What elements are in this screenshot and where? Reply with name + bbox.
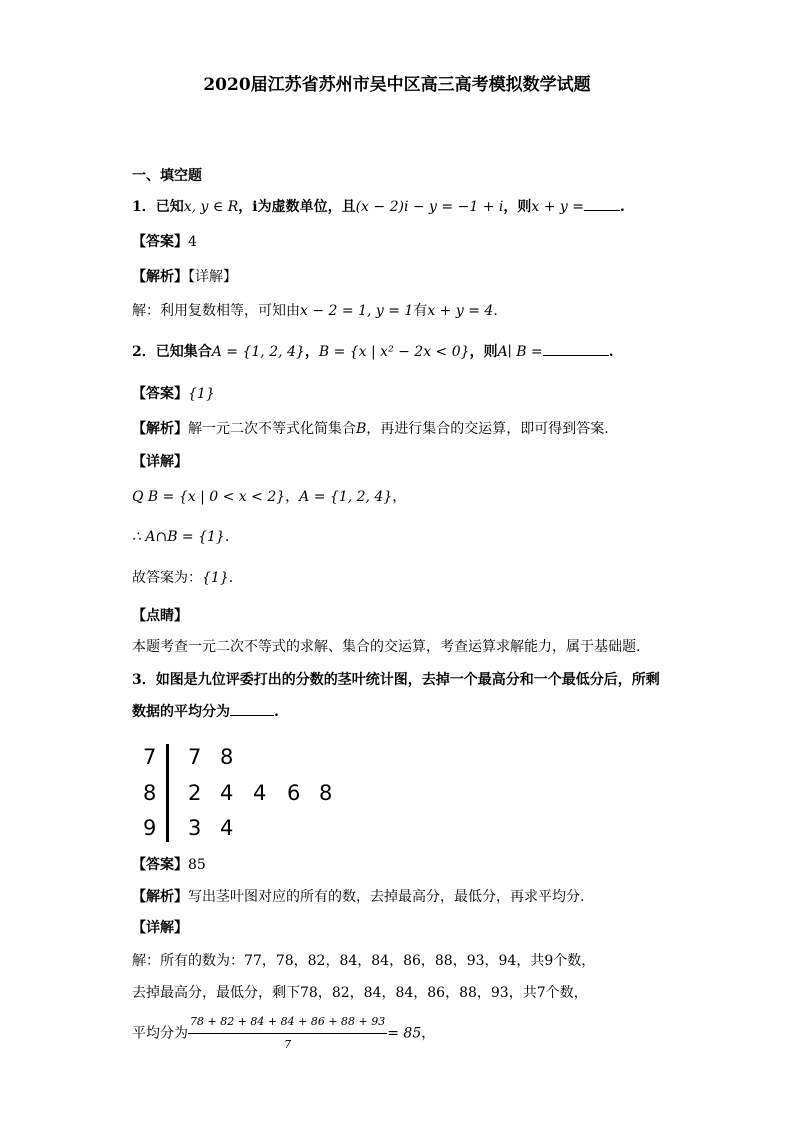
stem-9: 9 bbox=[143, 816, 157, 840]
q2-comment-text: 本题考查一元二次不等式的求解、集合的交运算，考查运算求解能力，属于基础题. bbox=[132, 639, 641, 655]
q1-solution-text-2: 有 bbox=[413, 303, 428, 319]
fraction-denominator: 7 bbox=[284, 1038, 292, 1051]
leaf: 7 bbox=[188, 745, 202, 769]
q2-final-text-2: . bbox=[228, 570, 234, 586]
q1-text-4: . bbox=[619, 199, 625, 215]
stem-7: 7 bbox=[143, 745, 157, 769]
leaf: 4 bbox=[253, 781, 267, 805]
section-heading: 一、填空题 bbox=[132, 168, 202, 184]
leaf: 4 bbox=[220, 781, 234, 805]
q1-solution bbox=[132, 301, 498, 321]
question-3 bbox=[132, 670, 660, 690]
q2-answer-value: {1} bbox=[188, 386, 215, 402]
q1-text-3: ，则 bbox=[503, 199, 532, 215]
leaf: 4 bbox=[220, 816, 234, 840]
q2-math-2: B = {x | x² − 2x < 0} bbox=[318, 344, 470, 360]
q2-detail bbox=[132, 452, 188, 472]
stem-8: 8 bbox=[143, 781, 157, 805]
q2-analysis-text-2: ，再进行集合的交运算，即可得到答案. bbox=[366, 421, 609, 437]
average-fraction bbox=[188, 1012, 387, 1055]
stem-divider bbox=[166, 744, 169, 842]
q3-step-2: 去掉最高分，最低分，剩下78，82，84，84，86，88，93，共7个数， bbox=[132, 985, 588, 1001]
q1-math-3: x + y = bbox=[531, 199, 584, 215]
q2-final-text-1: 故答案为： bbox=[132, 570, 202, 586]
q2-step-1 bbox=[132, 487, 406, 507]
q1-math-2: (x − 2)i − y = −1 + i bbox=[355, 199, 504, 215]
q1-number: 1． bbox=[132, 199, 156, 215]
q3-analysis-text: 写出茎叶图对应的所有的数，去掉最高分，最低分，再求平均分. bbox=[188, 889, 585, 905]
q3-number: 3． bbox=[132, 672, 156, 688]
q2-analysis bbox=[132, 419, 609, 439]
detail-tag: 【详解】 bbox=[132, 454, 188, 470]
q2-step1-math-1: Q B = {x | 0 < x < 2} bbox=[132, 489, 286, 505]
q3-step3-text: 平均分为 bbox=[132, 1025, 188, 1042]
analysis-tag: 【解析】 bbox=[132, 889, 188, 905]
answer-tag: 【答案】 bbox=[132, 386, 188, 402]
analysis-tag: 【解析】 bbox=[132, 421, 188, 437]
q1-text-2: ，i为虚数单位，且 bbox=[238, 199, 356, 215]
q1-answer-value: 4 bbox=[188, 234, 197, 250]
q1-solution-text-3: . bbox=[493, 303, 498, 319]
q2-text-4: . bbox=[608, 344, 614, 360]
q2-math-3: A∣ B = bbox=[497, 344, 543, 360]
q1-analysis bbox=[132, 267, 237, 287]
leaf: 8 bbox=[319, 781, 333, 805]
q2-text-1: 已知集合 bbox=[155, 344, 212, 360]
question-1 bbox=[132, 196, 625, 217]
q2-comment-tag bbox=[132, 606, 188, 626]
q2-text-2: ， bbox=[304, 344, 319, 360]
q2-step2-math: ∴ A∩B = {1} bbox=[132, 529, 225, 545]
detail-tag: 【详解】 bbox=[188, 269, 237, 285]
q1-answer bbox=[132, 232, 197, 252]
leaf: 6 bbox=[287, 781, 301, 805]
q1-solution-text-1: 解：利用复数相等，可知由 bbox=[132, 303, 300, 319]
leaf: 3 bbox=[188, 816, 202, 840]
q2-analysis-text-1: 解一元二次不等式化简集合 bbox=[188, 421, 356, 437]
q2-math-1: A = {1, 2, 4} bbox=[211, 344, 305, 360]
q3-step3-end: ， bbox=[421, 1025, 436, 1042]
q3-answer-blank bbox=[230, 701, 274, 716]
q1-math-1: x, y ∈ R bbox=[183, 199, 239, 215]
answer-tag: 【答案】 bbox=[132, 234, 188, 250]
q3-step-3 bbox=[132, 1012, 435, 1055]
leaf: 8 bbox=[220, 745, 234, 769]
q1-text-1: 已知 bbox=[155, 199, 184, 215]
q3-line-2: 数据的平均分为 bbox=[132, 704, 230, 720]
q3-line-1: 如图是九位评委打出的分数的茎叶统计图，去掉一个最高分和一个最低分后，所剩 bbox=[155, 672, 660, 688]
q3-detail bbox=[132, 918, 188, 938]
q2-final bbox=[132, 568, 233, 588]
q3-answer-value: 85 bbox=[188, 857, 206, 873]
question-2 bbox=[132, 341, 614, 362]
answer-tag: 【答案】 bbox=[132, 857, 188, 873]
q1-answer-blank bbox=[584, 196, 620, 211]
q3-step-1: 解：所有的数为：77，78，82，84，84，86，88，93，94，共9个数， bbox=[132, 953, 596, 969]
leaf: 2 bbox=[188, 781, 202, 805]
q2-step-2 bbox=[132, 527, 229, 547]
q3-step3-result: = 85 bbox=[387, 1025, 422, 1042]
q2-step2-text: . bbox=[224, 529, 230, 545]
question-3-line-2 bbox=[132, 701, 279, 722]
q2-answer-blank bbox=[543, 341, 609, 356]
comment-tag: 【点睛】 bbox=[132, 608, 188, 624]
q1-solution-math-2: x + y = 4 bbox=[427, 303, 494, 319]
page-title: 2020届江苏省苏州市吴中区高三高考模拟数学试题 bbox=[203, 75, 591, 95]
q2-comment bbox=[132, 637, 640, 657]
q2-text-3: ，则 bbox=[469, 344, 498, 360]
q3-analysis bbox=[132, 887, 584, 907]
q2-step1-text-2: ， bbox=[392, 489, 407, 505]
q2-step1-math-2: A = {1, 2, 4} bbox=[299, 489, 393, 505]
q2-number: 2． bbox=[132, 344, 156, 360]
q2-step1-text-1: ， bbox=[285, 489, 300, 505]
q3-answer bbox=[132, 855, 206, 875]
q2-answer bbox=[132, 384, 215, 404]
analysis-tag: 【解析】 bbox=[132, 269, 188, 285]
q2-analysis-math: B bbox=[356, 421, 367, 437]
q3-end: . bbox=[274, 704, 279, 720]
fraction-numerator: 78 + 82 + 84 + 84 + 86 + 88 + 93 bbox=[188, 1012, 387, 1034]
q1-solution-math-1: x − 2 = 1, y = 1 bbox=[300, 303, 414, 319]
q2-final-math: {1} bbox=[202, 570, 229, 586]
detail-tag: 【详解】 bbox=[132, 920, 188, 936]
